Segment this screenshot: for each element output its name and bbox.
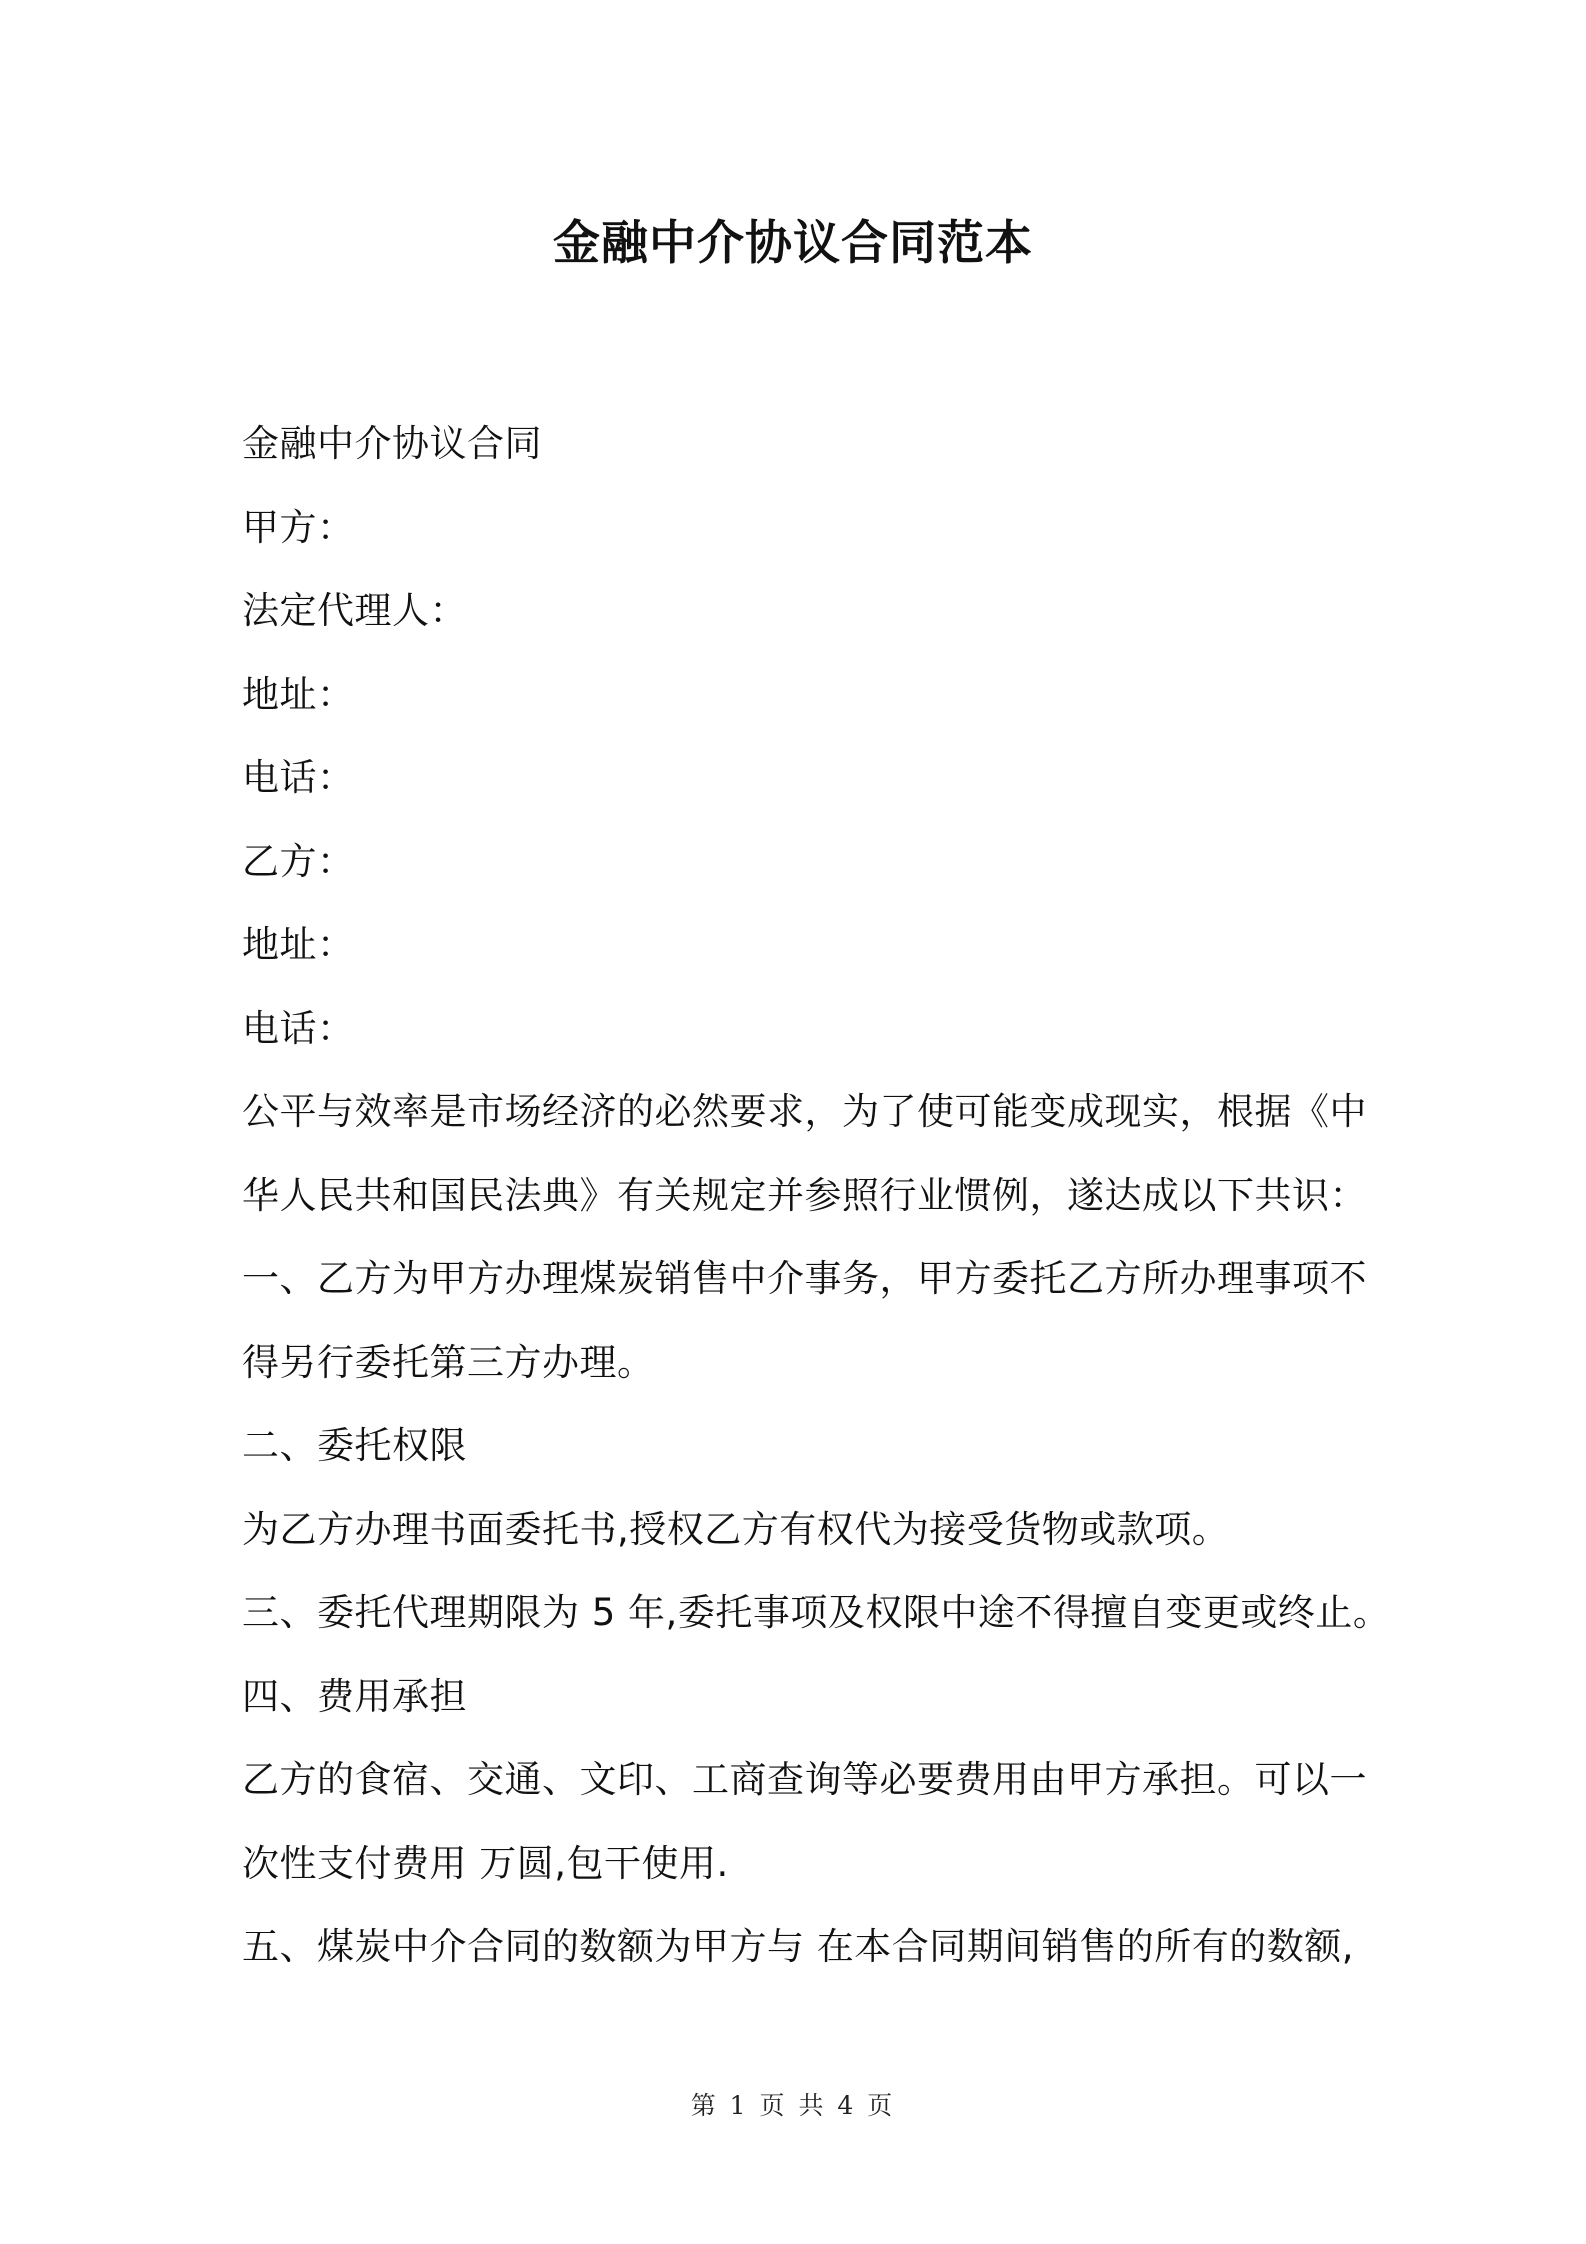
text-line: 三、委托代理期限为 5 年,委托事项及权限中途不得擅自变更或终止。: [242, 1591, 1391, 1634]
text-line: 电话：: [242, 1006, 355, 1050]
text-line: 一、乙方为甲方办理煤炭销售中介事务，甲方委托乙方所办理事项不: [242, 1257, 1367, 1300]
text-line: 乙方：: [242, 839, 355, 883]
text-line: 五、煤炭中介合同的数额为甲方与 在本合同期间销售的所有的数额,: [242, 1925, 1355, 1968]
text-line: 公平与效率是市场经济的必然要求，为了使可能变成现实，根据《中: [242, 1090, 1367, 1133]
text-line: 地址：: [242, 672, 355, 716]
text-line: 乙方的食宿、交通、文印、工商查询等必要费用由甲方承担。可以一: [242, 1758, 1367, 1801]
text-line: 四、费用承担: [242, 1674, 467, 1718]
document-title: 金融中介协议合同范本: [553, 216, 1033, 271]
text-line: 电话：: [242, 756, 355, 799]
text-line: 法定代理人：: [242, 589, 467, 632]
document-body: [242, 402, 1391, 1989]
text-line: 得另行委托第三方办理。: [242, 1340, 655, 1384]
text-line: 甲方：: [242, 505, 355, 549]
text-line: 地址：: [242, 923, 355, 966]
text-line: 华人民共和国民法典》有关规定并参照行业惯例，遂达成以下共识：: [242, 1173, 1367, 1217]
text-line: 为乙方办理书面委托书,授权乙方有权代为接受货物或款项。: [242, 1507, 1230, 1551]
page-number-footer: 第 1 页 共 4 页: [690, 2091, 896, 2120]
text-line: 金融中介协议合同: [242, 422, 542, 465]
text-line: 二、委托权限: [242, 1424, 467, 1467]
text-line: 次性支付费用 万圆,包干使用.: [242, 1841, 729, 1885]
